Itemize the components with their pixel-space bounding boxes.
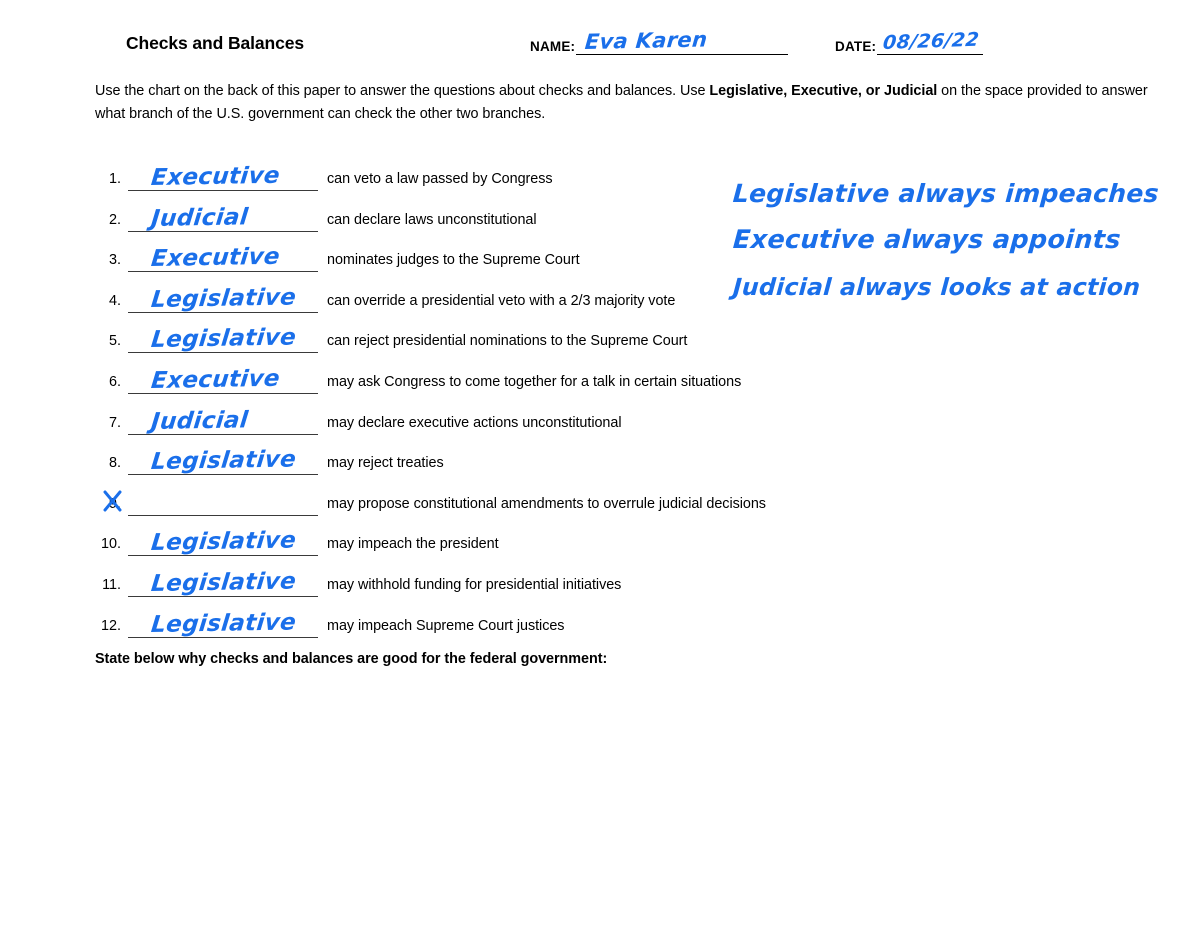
- name-label: NAME:: [530, 39, 576, 54]
- question-prompt: can declare laws unconstitutional: [327, 211, 537, 228]
- name-handwritten-value: Eva Karen: [584, 27, 709, 54]
- page-title: Checks and Balances: [126, 33, 305, 53]
- answer-handwritten-value: Judicial: [149, 406, 250, 435]
- question-number: 1.: [108, 171, 121, 187]
- question-number: 11.: [102, 576, 121, 593]
- side-note-line: Legislative always impeaches: [731, 179, 1160, 208]
- answer-handwritten-value: Legislative: [149, 324, 298, 354]
- question-row: [95, 160, 815, 201]
- question-prompt: may declare executive actions unconstitutional: [327, 414, 622, 431]
- side-notes: [731, 170, 1160, 311]
- name-input-line[interactable]: [576, 27, 788, 55]
- closing-prompt: State below why checks and balances are good for the federal government:: [95, 651, 608, 667]
- question-prompt: may reject treaties: [327, 455, 444, 472]
- side-note-line: Judicial always looks at action: [732, 273, 1142, 301]
- question-row: [95, 241, 815, 282]
- question-prompt: may ask Congress to come together for a talk in certain situations: [327, 373, 742, 390]
- answer-blank-line[interactable]: [128, 566, 318, 597]
- answer-blank-line[interactable]: [128, 485, 318, 516]
- answer-handwritten-value: Legislative: [149, 284, 298, 313]
- question-prompt: can veto a law passed by Congress: [327, 171, 553, 187]
- instructions-text-tail: on the space provided to answer what branch of the U.S. government can check the other two branches.: [95, 83, 1148, 122]
- name-field: [530, 27, 788, 55]
- answer-blank-line[interactable]: [128, 404, 318, 435]
- answer-handwritten-value: Legislative: [149, 527, 298, 557]
- answer-blank-line[interactable]: [128, 241, 318, 272]
- question-number: 4.: [108, 292, 121, 309]
- question-row: [95, 444, 815, 485]
- answer-handwritten-value: Judicial: [149, 203, 250, 232]
- question-number: 10.: [100, 536, 121, 553]
- answer-handwritten-value: Legislative: [149, 446, 298, 476]
- answer-handwritten-value: Executive: [149, 243, 282, 273]
- question-number: 12.: [100, 617, 121, 634]
- answer-blank-line[interactable]: [128, 444, 318, 475]
- question-prompt: can override a presidential veto with a 2/3 majority vote: [327, 292, 676, 309]
- answer-handwritten-value: Executive: [149, 162, 282, 191]
- answer-blank-line[interactable]: [128, 363, 318, 394]
- question-number: 5.: [108, 333, 121, 350]
- question-row: [95, 201, 815, 242]
- question-number: 8.: [108, 455, 121, 472]
- answer-blank-line[interactable]: [128, 525, 318, 556]
- question-row: [95, 363, 815, 404]
- question-prompt: nominates judges to the Supreme Court: [327, 252, 580, 269]
- question-row: [95, 485, 815, 526]
- question-row: [95, 282, 815, 323]
- question-row: [95, 404, 815, 445]
- answer-blank-line[interactable]: [128, 282, 318, 313]
- answer-blank-line[interactable]: [128, 160, 318, 191]
- answer-handwritten-value: Legislative: [149, 568, 298, 597]
- question-number: 3.: [108, 252, 121, 269]
- instructions-text-lead: Use the chart on the back of this paper to answer the questions about checks and balances. Use: [95, 83, 710, 99]
- question-prompt: may propose constitutional amendments to overrule judicial decisions: [327, 495, 766, 512]
- question-number: 2.: [108, 211, 121, 228]
- crossed-out-icon: [103, 490, 123, 512]
- answer-handwritten-value: Legislative: [149, 609, 298, 638]
- question-number: 7.: [108, 414, 121, 431]
- date-input-line[interactable]: [877, 28, 983, 55]
- question-row: [95, 566, 815, 607]
- answer-blank-line[interactable]: [128, 322, 318, 353]
- question-list: [95, 160, 815, 647]
- answer-handwritten-value: Executive: [149, 365, 282, 394]
- question-number: 9.: [95, 496, 121, 512]
- instructions-branch-options: Legislative, Executive, or Judicial: [709, 83, 938, 99]
- question-row: [95, 525, 815, 566]
- question-prompt: may withhold funding for presidential initiatives: [327, 576, 622, 593]
- question-prompt: can reject presidential nominations to the Supreme Court: [327, 333, 688, 350]
- answer-blank-line[interactable]: [128, 607, 318, 638]
- date-label: DATE:: [835, 39, 877, 54]
- question-prompt: may impeach Supreme Court justices: [327, 617, 565, 634]
- answer-blank-line[interactable]: [128, 201, 318, 232]
- question-number: 6.: [108, 373, 121, 390]
- instructions-paragraph: [95, 80, 1157, 125]
- question-row: [95, 607, 815, 648]
- question-row: [95, 322, 815, 363]
- side-note-line: Executive always appoints: [731, 225, 1122, 255]
- date-field: [835, 28, 983, 55]
- header: [95, 27, 1105, 65]
- date-handwritten-value: 08/26/22: [882, 28, 981, 54]
- question-prompt: may impeach the president: [327, 536, 499, 553]
